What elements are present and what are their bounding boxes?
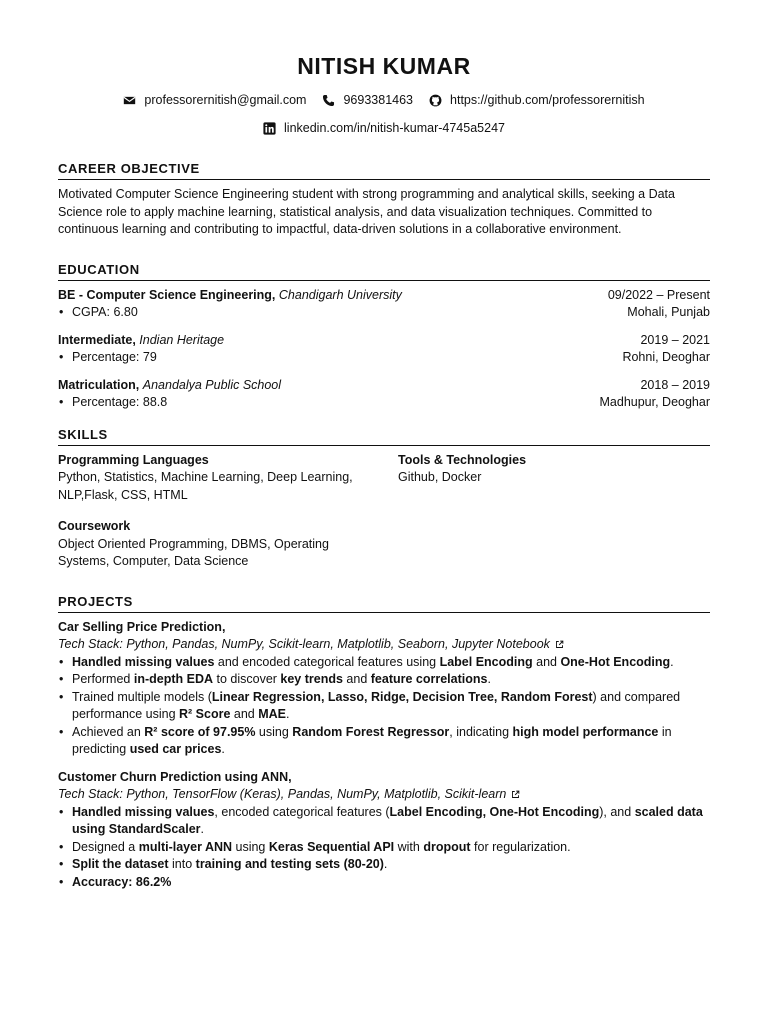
education-entry	[58, 287, 710, 322]
phone-text[interactable]: 9693381463	[343, 93, 414, 107]
education-list	[58, 287, 710, 412]
bullet-icon: •	[59, 395, 64, 409]
contact-row-2	[58, 118, 710, 138]
bullet-text: Split the dataset into training and testing sets (80-20).	[72, 857, 388, 871]
school: Indian Heritage	[139, 332, 225, 347]
location: Rohni, Deoghar	[622, 350, 710, 364]
location: Mohali, Punjab	[627, 305, 710, 319]
grade: Percentage: 79	[72, 350, 157, 364]
github-icon	[429, 94, 442, 107]
objective-text: Motivated Computer Science Engineering student with strong programming and analytical skills, seeking a Data Science role to apply machine learning, statistical analysis, and data visualization techniques. Committed to continuous learning and contributing to impactful, data-driven solutions in a collaborative environment.	[58, 187, 675, 236]
skill-group	[58, 518, 398, 571]
email-icon	[123, 94, 136, 107]
degree: Matriculation,	[58, 377, 140, 392]
skills-grid	[58, 452, 710, 571]
linkedin-contact[interactable]	[263, 121, 505, 135]
bullet-icon: •	[59, 724, 64, 739]
location: Madhupur, Deoghar	[599, 395, 710, 409]
project-entry	[58, 769, 710, 892]
bullet-text: Achieved an R² score of 97.95% using Random Forest Regressor, indicating high model performance in predicting used car prices.	[72, 724, 672, 756]
external-link-icon[interactable]	[511, 790, 520, 799]
bullet-icon: •	[59, 804, 64, 819]
dates: 09/2022 – Present	[607, 287, 710, 302]
bullet-icon: •	[59, 839, 64, 854]
objective-heading: CAREER OBJECTIVE	[58, 160, 710, 180]
skill-group-text: Object Oriented Programming, DBMS, Operating Systems, Computer, Data Science	[58, 536, 329, 568]
project-bullet	[58, 654, 710, 672]
skill-group	[58, 452, 398, 505]
bullet-icon: •	[59, 857, 64, 871]
grade: CGPA: 6.80	[72, 305, 138, 319]
skill-group	[398, 452, 710, 505]
project-bullets	[58, 654, 710, 759]
skill-group-title: Programming Languages	[58, 452, 209, 467]
education-entry	[58, 332, 710, 367]
bullet-text: Handled missing values, encoded categorical features (Label Encoding, One-Hot Encoding), and scaled data using StandardScaler.	[72, 804, 703, 836]
project-tech-stack: Tech Stack: Python, Pandas, NumPy, Scikit-learn, Matplotlib, Seaborn, Jupyter Notebook	[58, 636, 710, 654]
project-bullet	[58, 839, 710, 857]
dates: 2018 – 2019	[640, 377, 710, 392]
email-text[interactable]: professorernitish@gmail.com	[144, 93, 307, 107]
bullet-text: Trained multiple models (Linear Regression, Lasso, Ridge, Decision Tree, Random Forest) and compared performance using R² Score and MAE.	[72, 689, 681, 721]
project-bullet	[58, 874, 710, 892]
projects-list	[58, 619, 710, 892]
bullet-text: Handled missing values and encoded categorical features using Label Encoding and One-Hot Encoding.	[72, 654, 674, 669]
github-contact[interactable]	[429, 93, 645, 107]
degree: Intermediate,	[58, 332, 136, 347]
skill-group-title: Coursework	[58, 519, 131, 533]
grade: Percentage: 88.8	[72, 395, 168, 409]
bullet-text: Accuracy: 86.2%	[72, 874, 172, 889]
bullet-icon: •	[59, 689, 64, 704]
github-text[interactable]: https://github.com/professorernitish	[450, 93, 645, 107]
linkedin-text[interactable]: linkedin.com/in/nitish-kumar-4745a5247	[284, 121, 505, 135]
project-bullet	[58, 804, 710, 839]
phone-icon	[322, 94, 335, 107]
project-bullets	[58, 804, 710, 892]
project-entry	[58, 619, 710, 759]
bullet-text: Designed a multi-layer ANN using Keras Sequential API with dropout for regularization.	[72, 839, 571, 854]
project-name: Car Selling Price Prediction,	[58, 619, 226, 634]
project-bullet	[58, 856, 710, 874]
project-bullet	[58, 671, 710, 689]
contact-row-1	[58, 90, 710, 110]
skill-group-text: Github, Docker	[398, 470, 482, 484]
resume	[58, 50, 710, 901]
skill-group-text: Python, Statistics, Machine Learning, Deep Learning, NLP,Flask, CSS, HTML	[58, 470, 353, 502]
project-name: Customer Churn Prediction using ANN,	[58, 769, 292, 784]
email-contact[interactable]	[123, 93, 306, 107]
projects-heading: PROJECTS	[58, 593, 710, 613]
candidate-name: NITISH KUMAR	[297, 53, 471, 79]
education-entry	[58, 377, 710, 412]
bullet-icon: •	[59, 874, 64, 889]
bullet-icon: •	[59, 654, 64, 669]
linkedin-icon	[263, 122, 276, 135]
skill-group-title: Tools & Technologies	[398, 452, 527, 467]
dates: 2019 – 2021	[640, 332, 710, 347]
bullet-icon: •	[59, 350, 64, 364]
school: Anandalya Public School	[142, 377, 282, 392]
project-tech-stack: Tech Stack: Python, TensorFlow (Keras), Pandas, NumPy, Matplotlib, Scikit-learn	[58, 786, 710, 804]
degree: BE - Computer Science Engineering,	[58, 287, 276, 302]
bullet-icon: •	[59, 305, 64, 319]
education-heading: EDUCATION	[58, 261, 710, 281]
bullet-text: Performed in-depth EDA to discover key trends and feature correlations.	[72, 672, 491, 686]
external-link-icon[interactable]	[555, 640, 564, 649]
project-bullet	[58, 689, 710, 724]
skills-heading: SKILLS	[58, 426, 710, 446]
school: Chandigarh University	[278, 287, 402, 302]
bullet-icon: •	[59, 672, 64, 686]
project-bullet	[58, 724, 710, 759]
phone-contact[interactable]	[322, 93, 413, 107]
